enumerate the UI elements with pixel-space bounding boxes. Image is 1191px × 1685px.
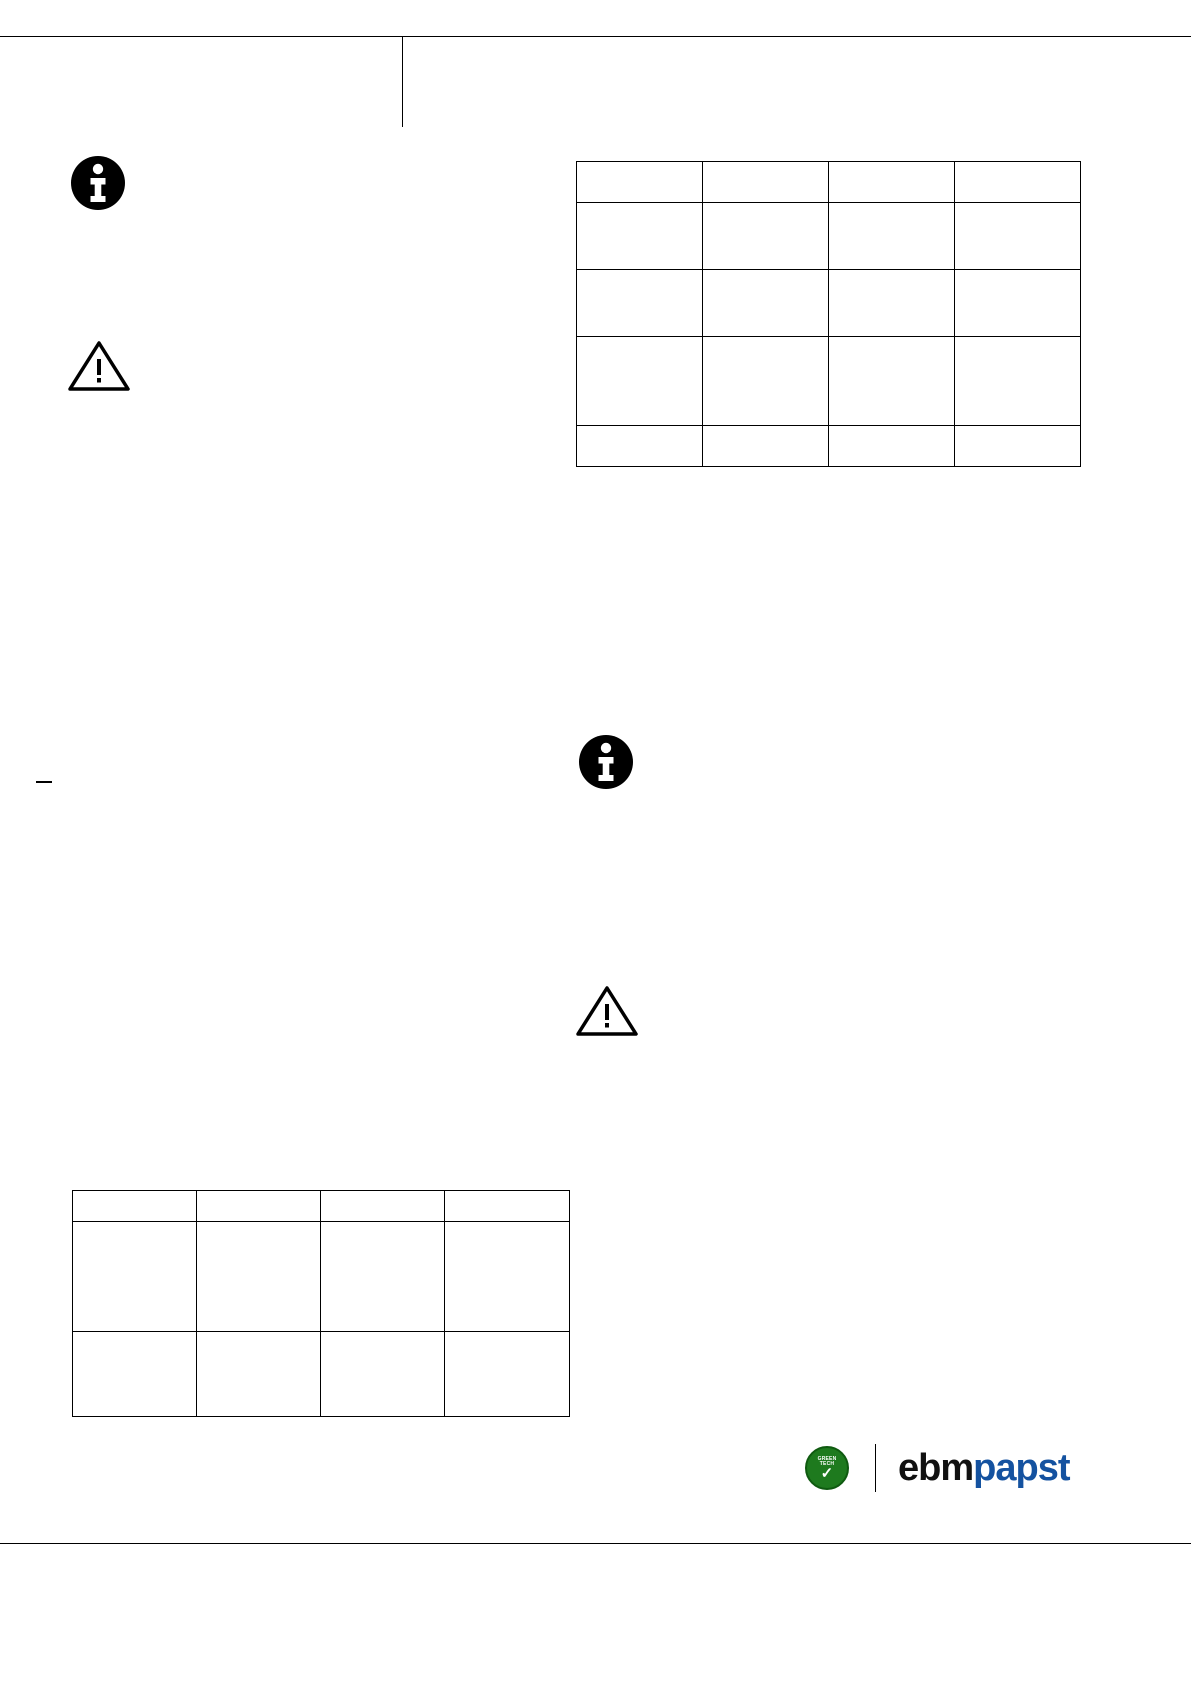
warning-triangle-icon <box>68 340 130 392</box>
table-row <box>73 1191 570 1222</box>
table-cell <box>703 203 829 270</box>
logo-text-papst: papst <box>973 1447 1070 1489</box>
ebm-papst-logo <box>898 1449 1070 1487</box>
footer-rule <box>0 1543 1191 1544</box>
info-icon <box>70 155 126 211</box>
warning-triangle-icon <box>576 985 638 1037</box>
specification-table-top-right <box>576 161 1081 467</box>
table-cell <box>829 426 955 467</box>
right-body-text <box>576 500 1036 710</box>
table-cell <box>829 162 955 203</box>
table-row <box>577 162 1081 203</box>
greentech-badge-icon <box>805 1446 849 1490</box>
table-row <box>73 1222 570 1332</box>
footer-branding <box>805 1438 1075 1498</box>
table-cell <box>703 337 829 426</box>
header-divider <box>402 36 403 127</box>
table-cell <box>955 203 1081 270</box>
table-cell <box>445 1222 570 1332</box>
header-rule <box>0 36 1191 37</box>
greentech-line2: TECH <box>819 1461 835 1467</box>
table-cell <box>955 337 1081 426</box>
table-cell <box>955 426 1081 467</box>
greentech-line1: GREEN <box>817 1455 837 1462</box>
table-cell <box>703 162 829 203</box>
table-cell <box>577 162 703 203</box>
check-icon: ✓ <box>820 1465 834 1483</box>
table-row <box>73 1332 570 1417</box>
table-cell <box>321 1222 445 1332</box>
table-cell <box>577 337 703 426</box>
table-cell <box>445 1332 570 1417</box>
table-cell <box>703 270 829 337</box>
table-row <box>577 203 1081 270</box>
table-cell <box>321 1191 445 1222</box>
table-cell <box>829 270 955 337</box>
info-icon <box>578 734 634 790</box>
table-cell <box>197 1332 321 1417</box>
table-cell <box>577 203 703 270</box>
table-cell <box>73 1222 197 1332</box>
specification-table-bottom-left <box>72 1190 570 1417</box>
table-cell <box>829 337 955 426</box>
table-cell <box>445 1191 570 1222</box>
table-row <box>577 426 1081 467</box>
table-cell <box>955 270 1081 337</box>
table-cell <box>577 426 703 467</box>
table-cell <box>321 1332 445 1417</box>
table-cell <box>577 270 703 337</box>
table-row <box>577 270 1081 337</box>
table-cell <box>197 1191 321 1222</box>
table-cell <box>73 1332 197 1417</box>
table-cell <box>703 426 829 467</box>
table-cell <box>73 1191 197 1222</box>
left-body-text <box>70 470 525 1160</box>
footer-divider <box>875 1444 876 1492</box>
table-cell <box>829 203 955 270</box>
table-cell <box>955 162 1081 203</box>
logo-text-ebm: ebm <box>898 1447 974 1489</box>
table-cell <box>197 1222 321 1332</box>
dash-bullet <box>36 781 52 783</box>
table-row <box>577 337 1081 426</box>
